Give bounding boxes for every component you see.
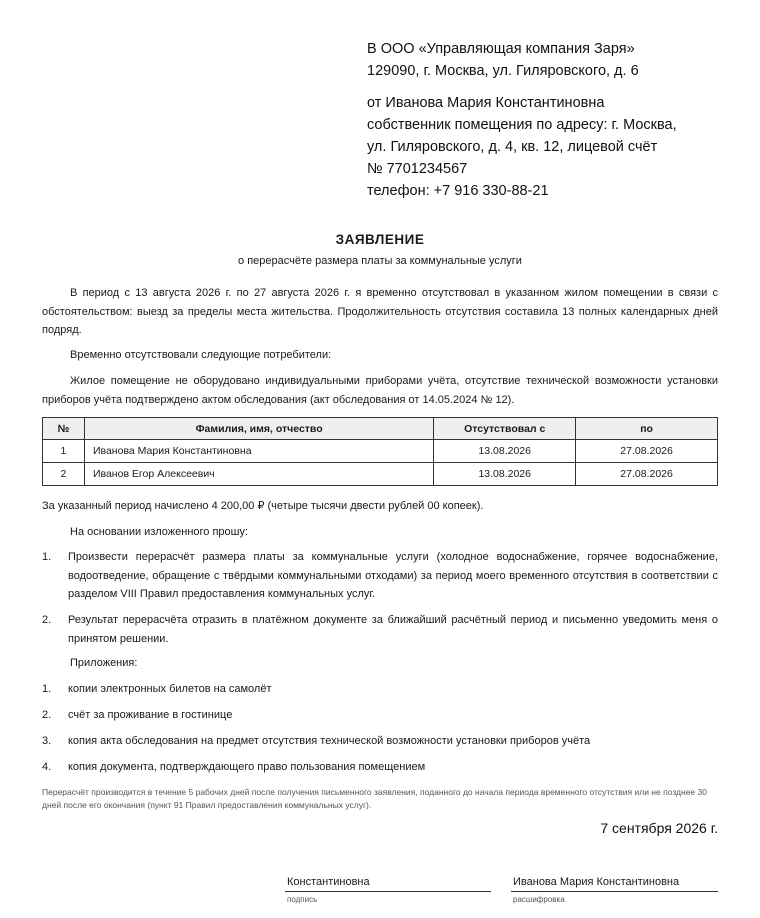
table-row — [43, 440, 718, 463]
document-title: ЗАЯВЛЕНИЕ — [335, 232, 425, 247]
accrued-amount: За указанный период начислено 4 200,00 ₽ (четыре тысячи двести рублей 00 копеек). — [42, 500, 484, 512]
requests-list — [42, 548, 718, 604]
list-item-number: 1. — [42, 683, 52, 695]
list-item — [42, 548, 718, 604]
attachment-2 — [42, 706, 718, 725]
sender-phone: телефон: +7 916 330-88-21 — [367, 183, 549, 199]
attachment-4 — [42, 758, 718, 777]
list-item-text: счёт за проживание в гостинице — [68, 709, 233, 721]
list-item-number: 2. — [42, 614, 52, 626]
consumers-intro: Временно отсутствовали следующие потребители: — [70, 349, 332, 361]
list-item — [42, 758, 718, 777]
absence-paragraph: В период с 13 августа 2026 г. по 27 августа 2026 г. я временно отсутствовал в указанном жилом помещении в связи с обстоятельством: выезд за пределы места жительства. Продолжительность отсутствия составила 13 полных календарных дней подряд. — [42, 287, 718, 336]
header-absent-to: по — [576, 418, 718, 440]
list-item-text: копия документа, подтверждающего право пользования помещением — [68, 761, 426, 773]
sender-address-2: ул. Гиляровского, д. 4, кв. 12, лицевой счёт — [367, 139, 658, 155]
attachments-label: Приложения: — [70, 657, 138, 669]
recipient-name: В ООО «Управляющая компания Заря» — [367, 41, 635, 57]
row-fullname: Иванов Егор Алексеевич — [84, 463, 433, 486]
list-item — [42, 680, 718, 699]
list-item — [42, 611, 718, 648]
name-decoding-block — [511, 876, 718, 904]
list-item-number: 3. — [42, 735, 52, 747]
list-item-text: Результат перерасчёта отразить в платёжном документе за ближайший расчётный период и письменно уведомить меня о принятом решении. — [68, 614, 718, 645]
document-subtitle: о перерасчёте размера платы за коммунальные услуги — [238, 255, 522, 267]
list-item-text: копии электронных билетов на самолёт — [68, 683, 272, 695]
row-to: 27.08.2026 — [576, 463, 718, 486]
list-item — [42, 732, 718, 751]
row-number: 2 — [43, 463, 85, 486]
list-item-number: 2. — [42, 709, 52, 721]
row-number: 1 — [43, 440, 85, 463]
document-date: 7 сентября 2026 г. — [600, 820, 718, 836]
sender-name: от Иванова Мария Константиновна — [367, 95, 605, 111]
footnote: Перерасчёт производится в течение 5 рабочих дней после получения письменного заявления, поданного до начала периода временного отсутствия или не позднее 30 дней после его окончания (пункт 91 Правил предоставления коммунальных услуг). — [42, 787, 707, 810]
list-item-number: 1. — [42, 551, 52, 563]
name-decoding-value: Иванова Мария Константиновна — [511, 876, 718, 892]
header-absent-from: Отсутствовал с — [434, 418, 576, 440]
meters-paragraph: Жилое помещение не оборудовано индивидуальными приборами учёта, отсутствие технической возможности установки приборов учёта подтверждено актом обследования (акт обследования от 14.05.2024 № 12). — [42, 375, 718, 406]
list-item-number: 4. — [42, 761, 52, 773]
attachment-3 — [42, 732, 718, 751]
table-header-row — [43, 418, 718, 440]
table-row — [43, 463, 718, 486]
consumers-table — [42, 417, 718, 486]
name-decoding-caption: расшифровка — [513, 895, 565, 904]
signature-block — [285, 876, 491, 904]
row-from: 13.08.2026 — [434, 440, 576, 463]
row-fullname: Иванова Мария Константиновна — [84, 440, 433, 463]
attachment-1 — [42, 680, 718, 699]
row-from: 13.08.2026 — [434, 463, 576, 486]
row-to: 27.08.2026 — [576, 440, 718, 463]
addressee-block — [367, 38, 737, 202]
sender-address-1: собственник помещения по адресу: г. Москва, — [367, 117, 677, 133]
sender-account: № 7701234567 — [367, 161, 468, 177]
list-item-text: Произвести перерасчёт размера платы за коммунальные услуги (холодное водоснабжение, горячее водоснабжение, водоотведение, обращение с твёрдыми коммунальными отходами) за период моего временного отсутствия в соответствии с разделом VIII Правил предоставления коммунальных услуг. — [68, 551, 718, 600]
list-item-text: копия акта обследования на предмет отсутствия технической возможности установки приборов учёта — [68, 735, 591, 747]
requests-list-2 — [42, 611, 718, 648]
list-item — [42, 706, 718, 725]
request-intro: На основании изложенного прошу: — [70, 526, 249, 538]
header-fullname: Фамилия, имя, отчество — [84, 418, 433, 440]
recipient-address: 129090, г. Москва, ул. Гиляровского, д. 6 — [367, 63, 639, 79]
signature-value: Константиновна — [285, 876, 491, 892]
signature-caption: подпись — [287, 895, 318, 904]
header-number: № — [43, 418, 85, 440]
